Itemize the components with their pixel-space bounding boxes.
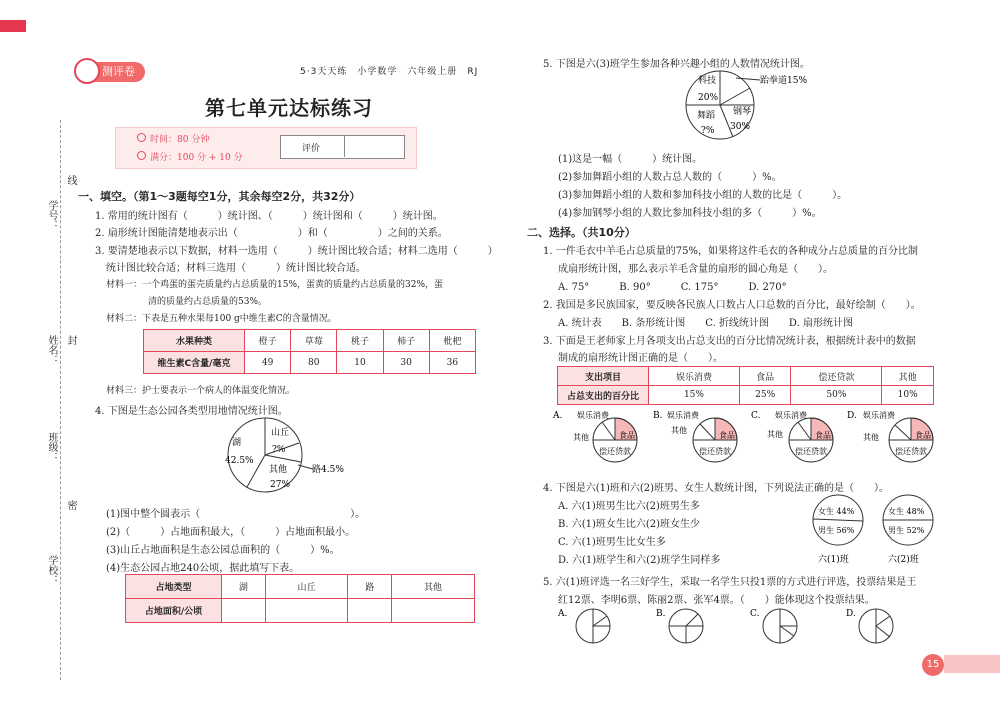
q5-text: 5. 下图是六(3)班学生参加各种兴趣小组的人数情况统计图。 <box>543 59 810 70</box>
check-icon <box>137 151 146 160</box>
c4-pie2-nan: 男生 52% <box>888 526 925 535</box>
c3-pie-d[interactable] <box>847 410 933 462</box>
exp-cell-3: 50% <box>791 386 882 405</box>
fruit-th-5: 枇杷 <box>429 330 475 352</box>
fruit-th-4: 柿子 <box>383 330 429 352</box>
c5-pie-d[interactable] <box>846 609 893 643</box>
c5-text-2: 红12票、李明6票、陈丽2票、张军4票。（ ）能体现这个投票结果。 <box>558 595 875 606</box>
c3-c-qita: 其他 <box>767 430 783 439</box>
c3-a-yule: 娱乐消费 <box>577 411 609 420</box>
q5-1: (1)这是一幅（ ）统计图。 <box>558 154 703 165</box>
c3-c-yule: 娱乐消费 <box>775 411 807 420</box>
exp-cell-2: 25% <box>739 386 791 405</box>
c5-option-pies <box>558 606 898 646</box>
c3-a-daikuan: 偿还贷款 <box>599 447 631 456</box>
exp-row-label: 占总支出的百分比 <box>558 386 649 405</box>
land-cell-2[interactable] <box>265 599 348 623</box>
section-1-heading: 一、填空。（第1～3题每空1分，其余每空2分，共32分） <box>78 190 361 203</box>
hobby-keji: 科技 <box>698 76 717 86</box>
class-pie-charts <box>810 492 940 567</box>
c3-a-letter: A. <box>553 411 563 421</box>
c5-c-letter: C. <box>750 609 760 619</box>
section-2-heading: 二、选择。（共10分） <box>527 226 636 239</box>
park-pie-chart <box>225 415 365 500</box>
fruit-th-0: 水果种类 <box>144 330 245 352</box>
c3-c-daikuan: 偿还贷款 <box>795 447 827 456</box>
c4-pie1-nv: 女生 44% <box>818 507 855 516</box>
c4-option-b[interactable]: B. 六(1)班女生比六(2)班女生少 <box>558 519 701 530</box>
fruit-row-label: 维生素C含量/毫克 <box>144 352 245 374</box>
mark-feng: 封 <box>65 335 76 345</box>
land-row-label: 占地面积/公顷 <box>126 599 222 623</box>
fruit-th-2: 草莓 <box>291 330 337 352</box>
expense-table <box>557 366 934 405</box>
material-1a: 材料一：一个鸡蛋的蛋壳质量约占总质量的15%，蛋黄的质量约占总质量的32%，蛋 <box>106 280 444 290</box>
q4-1: (1)图中整个圆表示（ ）。 <box>106 509 366 520</box>
series-header: 5·3天天练 小学数学 六年级上册 RJ <box>300 67 479 77</box>
exp-th-4: 其他 <box>882 367 934 386</box>
land-th-1: 湖 <box>222 575 266 599</box>
c4-option-d[interactable]: D. 六(1)班学生和六(2)班学生同样多 <box>558 555 721 566</box>
c3-b-daikuan: 偿还贷款 <box>699 447 731 456</box>
pie-qita: 其他 <box>269 465 288 475</box>
c5-pie-b[interactable] <box>656 609 703 643</box>
land-cell-4[interactable] <box>392 599 475 623</box>
pie-qita-pct: 27% <box>270 480 291 490</box>
land-th-0: 占地类型 <box>126 575 222 599</box>
mascot-icon <box>74 58 100 84</box>
land-cell-3[interactable] <box>348 599 392 623</box>
label-xuexiao: 学校： <box>46 555 57 585</box>
c5-pie-a[interactable] <box>558 609 610 643</box>
hobby-gangqin-pct: 30% <box>730 122 751 132</box>
q4-text: 4. 下图是生态公园各类型用地情况统计图。 <box>95 406 288 417</box>
land-th-4: 其他 <box>392 575 475 599</box>
exp-cell-4: 10% <box>882 386 934 405</box>
c3-pie-b[interactable] <box>653 410 737 462</box>
material-1b: 清的质量约占总质量的53%。 <box>148 297 268 307</box>
corner-tab <box>0 20 26 32</box>
eval-box <box>280 135 405 159</box>
c4-text: 4. 下图是六(1)班和六(2)班男、女生人数统计图，下列说法正确的是（ ）。 <box>543 483 890 494</box>
mark-xian: 线 <box>65 175 76 185</box>
land-th-3: 路 <box>348 575 392 599</box>
eval-label: 评价 <box>302 144 321 154</box>
c3-b-shipin: 食品 <box>719 431 735 440</box>
c3-a-shipin: 食品 <box>619 431 635 440</box>
q2-text: 2. 扇形统计图能清楚地表示出（ ）和（ ）之间的关系。 <box>95 228 448 239</box>
c4-pie1-label: 六(1)班 <box>818 555 849 565</box>
land-cell-1[interactable] <box>222 599 266 623</box>
full-score: 满分：100 分 + 10 分 <box>150 153 243 163</box>
c3-c-letter: C. <box>751 411 761 421</box>
fruit-cell-3: 10 <box>337 352 383 374</box>
c4-option-c[interactable]: C. 六(1)班男生比女生多 <box>558 537 666 548</box>
fruit-cell-4: 30 <box>383 352 429 374</box>
c1-text-1: 1. 一件毛衣中羊毛占总质量的75%，如果将这件毛衣的各种成分占总质量的百分比制 <box>543 246 918 257</box>
q4-4: (4)生态公园占地240公顷，据此填写下表。 <box>106 563 300 574</box>
q5-3: (3)参加舞蹈小组的人数和参加科技小组的人数的比是（ ）。 <box>558 190 848 201</box>
exp-cell-1: 15% <box>649 386 740 405</box>
material-2: 材料二：下表是五种水果每100 g中维生素C的含量情况。 <box>106 314 337 324</box>
exp-th-1: 娱乐消费 <box>649 367 740 386</box>
hobby-gangqin: 钢琴 <box>733 107 752 117</box>
c3-text-2: 制成的扇形统计图正确的是（ ）。 <box>558 353 723 364</box>
pie-hu: 湖 <box>232 438 242 448</box>
land-th-2: 山丘 <box>265 575 348 599</box>
exp-th-2: 食品 <box>739 367 791 386</box>
hobby-keji-pct: 20% <box>698 93 719 103</box>
c2-text: 2. 我国是多民族国家，要反映各民族人口数占人口总数的百分比，最好绘制（ ）。 <box>543 300 921 311</box>
c1-options: A. 75° B. 90° C. 175° D. 270° <box>558 282 787 293</box>
pie-lu: 路4.5% <box>312 465 344 475</box>
q4-2: (2)（ ）占地面积最大，（ ）占地面积最小。 <box>106 527 356 538</box>
c3-text-1: 3. 下面是王老师家上月各项支出占总支出的百分比情况统计表，根据统计表中的数据 <box>543 336 916 347</box>
c4-pie2-nv: 女生 48% <box>888 507 925 516</box>
c5-b-letter: B. <box>656 609 666 619</box>
page-title: 第七单元达标练习 <box>205 96 373 120</box>
fruit-th-1: 橙子 <box>245 330 291 352</box>
c3-c-shipin: 食品 <box>815 431 831 440</box>
label-banji: 班级： <box>46 432 57 462</box>
clock-icon <box>137 133 146 142</box>
c3-a-qita: 其他 <box>573 433 589 442</box>
fruit-cell-2: 80 <box>291 352 337 374</box>
c1-text-2: 成扇形统计图，那么表示羊毛含量的扇形的圆心角是（ ）。 <box>558 264 833 275</box>
fruit-cell-1: 49 <box>245 352 291 374</box>
c4-pie1-nan: 男生 56% <box>818 526 855 535</box>
c5-a-letter: A. <box>558 609 568 619</box>
mark-mi: 密 <box>65 500 76 510</box>
hobby-wudao: 舞蹈 <box>697 111 716 121</box>
c5-pie-c[interactable] <box>750 609 797 643</box>
material-3: 材料三：护士要表示一个病人的体温变化情况。 <box>106 386 296 396</box>
c3-pie-a[interactable] <box>553 410 637 462</box>
q3-text-2: 统计图比较合适；材料三选用（ ）统计图比较合适。 <box>106 263 366 274</box>
c3-option-pies <box>553 408 943 470</box>
c3-b-yule: 娱乐消费 <box>667 411 699 420</box>
fruit-th-3: 桃子 <box>337 330 383 352</box>
fruit-table <box>143 329 476 374</box>
page-number: 15 <box>922 654 944 676</box>
q1-text: 1. 常用的统计图有（ ）统计图、（ ）统计图和（ ）统计图。 <box>95 211 443 222</box>
hobby-wudao-pct: ?% <box>701 126 715 136</box>
hobby-quan: 跆拳道15% <box>760 76 808 86</box>
pie-hu-pct: 42.5% <box>225 456 254 466</box>
c2-options: A. 统计表 B. 条形统计图 C. 折线统计图 D. 扇形统计图 <box>558 318 853 329</box>
exp-th-3: 偿还贷款 <box>791 367 882 386</box>
pie-shan: 山丘 <box>271 428 290 438</box>
label-xuehao: 学号： <box>46 200 57 230</box>
binding-line <box>60 120 62 680</box>
label-xingming: 姓名： <box>46 335 57 365</box>
time-limit: 时间：80 分钟 <box>150 135 210 145</box>
exp-th-0: 支出项目 <box>558 367 649 386</box>
hobby-pie-chart <box>680 68 840 143</box>
footer-bar <box>944 655 1000 673</box>
c3-d-shipin: 食品 <box>915 431 931 440</box>
c3-pie-c[interactable] <box>751 410 833 462</box>
pie-shan-pct: ?% <box>272 445 286 455</box>
q5-2: (2)参加舞蹈小组的人数占总人数的（ ）%。 <box>558 172 782 183</box>
c3-b-qita: 其他 <box>671 426 687 435</box>
c3-d-yule: 娱乐消费 <box>863 411 895 420</box>
q4-3: (3)山丘占地面积是生态公园总面积的（ ）%。 <box>106 545 340 556</box>
c3-b-letter: B. <box>653 411 663 421</box>
fruit-cell-5: 36 <box>429 352 475 374</box>
eval-divider <box>344 135 345 157</box>
land-table <box>125 574 475 623</box>
q5-4: (4)参加钢琴小组的人数比参加科技小组的多（ ）%。 <box>558 208 822 219</box>
c3-d-qita: 其他 <box>863 433 879 442</box>
test-badge: 测评卷 <box>80 62 145 82</box>
c5-text-1: 5. 六(1)班评选一名三好学生，采取一名学生只投1票的方式进行评选，投票结果是王 <box>543 577 917 588</box>
q3-text-1: 3. 要清楚地表示以下数据，材料一选用（ ）统计图比较合适；材料二选用（ ） <box>95 246 498 257</box>
c5-d-letter: D. <box>846 609 856 619</box>
c3-d-daikuan: 偿还贷款 <box>895 447 927 456</box>
c4-pie2-label: 六(2)班 <box>888 555 919 565</box>
c4-option-a[interactable]: A. 六(1)班男生比六(2)班男生多 <box>558 501 700 512</box>
c3-d-letter: D. <box>847 411 857 421</box>
